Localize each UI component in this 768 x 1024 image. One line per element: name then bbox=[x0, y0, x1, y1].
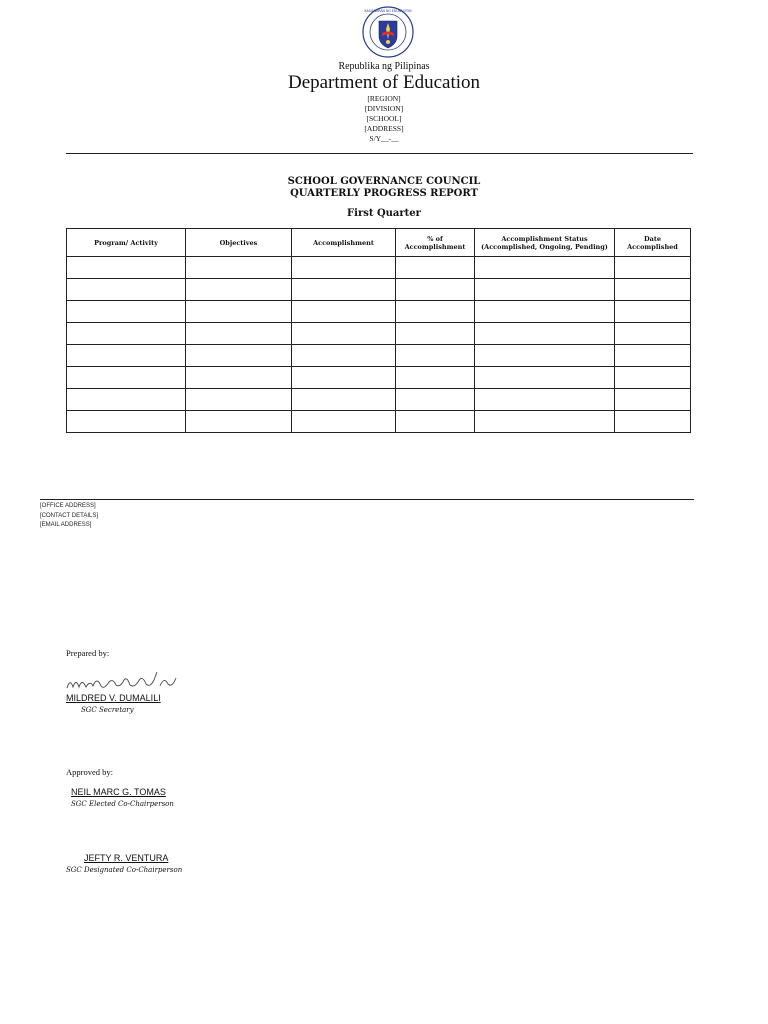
table-cell bbox=[67, 367, 186, 389]
contact-details-placeholder: [CONTACT DETAILS] bbox=[40, 512, 99, 519]
table-row bbox=[67, 279, 691, 301]
table-row bbox=[67, 345, 691, 367]
col-header-program-activity: Program/ Activity bbox=[67, 229, 186, 257]
table-cell bbox=[292, 411, 396, 433]
svg-text:KAGAWARAN NG EDUKASYON: KAGAWARAN NG EDUKASYON bbox=[364, 9, 412, 13]
prepared-by-label: Prepared by: bbox=[66, 648, 110, 658]
table-cell bbox=[615, 389, 691, 411]
table-cell bbox=[67, 279, 186, 301]
table-cell bbox=[292, 257, 396, 279]
table-cell bbox=[475, 389, 615, 411]
address-placeholder: [ADDRESS] bbox=[364, 124, 404, 133]
table-cell bbox=[396, 345, 475, 367]
division-placeholder: [DIVISION] bbox=[364, 104, 404, 113]
table-cell bbox=[615, 345, 691, 367]
table-row bbox=[67, 301, 691, 323]
col-header-percent-accomplishment: % of Accomplishment bbox=[396, 229, 475, 257]
table-cell bbox=[475, 279, 615, 301]
table-cell bbox=[67, 389, 186, 411]
table-row bbox=[67, 389, 691, 411]
approver2-name: JEFTY R. VENTURA bbox=[84, 853, 169, 863]
col-header-accomplishment-status: Accomplishment Status (Accomplished, Ongoing, Pending) bbox=[475, 229, 615, 257]
table-cell bbox=[67, 323, 186, 345]
col-header-objectives: Objectives bbox=[186, 229, 292, 257]
progress-report-table bbox=[66, 228, 691, 433]
table-cell bbox=[615, 411, 691, 433]
table-cell bbox=[396, 389, 475, 411]
approver2-role: SGC Designated Co-Chairperson bbox=[66, 866, 183, 874]
table-cell bbox=[475, 257, 615, 279]
table-cell bbox=[615, 279, 691, 301]
col-header-accomplishment: Accomplishment bbox=[292, 229, 396, 257]
table-body bbox=[67, 257, 691, 433]
office-address-placeholder: [OFFICE ADDRESS] bbox=[40, 503, 96, 509]
approved-by-label: Approved by: bbox=[66, 767, 113, 777]
table-cell bbox=[292, 345, 396, 367]
table-cell bbox=[292, 301, 396, 323]
table-cell bbox=[67, 345, 186, 367]
school-year-placeholder: S/Y__-__ bbox=[369, 134, 399, 143]
republic-label: Republika ng Pilipinas bbox=[338, 61, 430, 72]
table-cell bbox=[292, 279, 396, 301]
table-cell bbox=[186, 323, 292, 345]
table-row bbox=[67, 323, 691, 345]
prepared-by-name: MILDRED V. DUMALILI bbox=[66, 693, 161, 703]
table-cell bbox=[615, 323, 691, 345]
table-cell bbox=[396, 411, 475, 433]
deped-seal-logo bbox=[362, 6, 414, 58]
table-cell bbox=[396, 323, 475, 345]
table-row bbox=[67, 411, 691, 433]
table-cell bbox=[475, 411, 615, 433]
table-cell bbox=[186, 367, 292, 389]
table-cell bbox=[475, 345, 615, 367]
table-cell bbox=[396, 367, 475, 389]
approver1-role: SGC Elected Co-Chairperson bbox=[71, 800, 174, 808]
table-row bbox=[67, 257, 691, 279]
table-cell bbox=[475, 323, 615, 345]
school-placeholder: [SCHOOL] bbox=[366, 114, 402, 123]
table-cell bbox=[292, 367, 396, 389]
table-cell bbox=[615, 367, 691, 389]
col-header-date-accomplished: Date Accomplished bbox=[615, 229, 691, 257]
table-cell bbox=[186, 389, 292, 411]
region-placeholder: [REGION] bbox=[367, 94, 401, 103]
quarter-label: First Quarter bbox=[347, 208, 421, 219]
header-divider bbox=[66, 153, 693, 154]
table-cell bbox=[396, 301, 475, 323]
table-cell bbox=[186, 301, 292, 323]
department-title: Department of Education bbox=[287, 72, 481, 93]
table-header-row bbox=[67, 229, 691, 257]
table-cell bbox=[67, 257, 186, 279]
table-cell bbox=[67, 301, 186, 323]
table-cell bbox=[292, 389, 396, 411]
table-row bbox=[67, 367, 691, 389]
table-cell bbox=[186, 257, 292, 279]
table-cell bbox=[67, 411, 186, 433]
table-cell bbox=[396, 257, 475, 279]
table-cell bbox=[475, 367, 615, 389]
report-title-line2: QUARTERLY PROGRESS REPORT bbox=[290, 188, 478, 199]
signature-mark bbox=[64, 668, 184, 694]
prepared-by-role: SGC Secretary bbox=[81, 706, 134, 714]
table-cell bbox=[186, 411, 292, 433]
report-title-line1: SCHOOL GOVERNANCE COUNCIL bbox=[287, 176, 481, 187]
table-cell bbox=[615, 301, 691, 323]
approver1-name: NEIL MARC G. TOMAS bbox=[71, 787, 166, 797]
table-cell bbox=[186, 279, 292, 301]
table-cell bbox=[292, 323, 396, 345]
footer-divider bbox=[40, 499, 694, 500]
email-address-placeholder: [EMAIL ADDRESS] bbox=[40, 522, 92, 528]
table-cell bbox=[396, 279, 475, 301]
table-cell bbox=[475, 301, 615, 323]
table-cell bbox=[615, 257, 691, 279]
table-cell bbox=[186, 345, 292, 367]
